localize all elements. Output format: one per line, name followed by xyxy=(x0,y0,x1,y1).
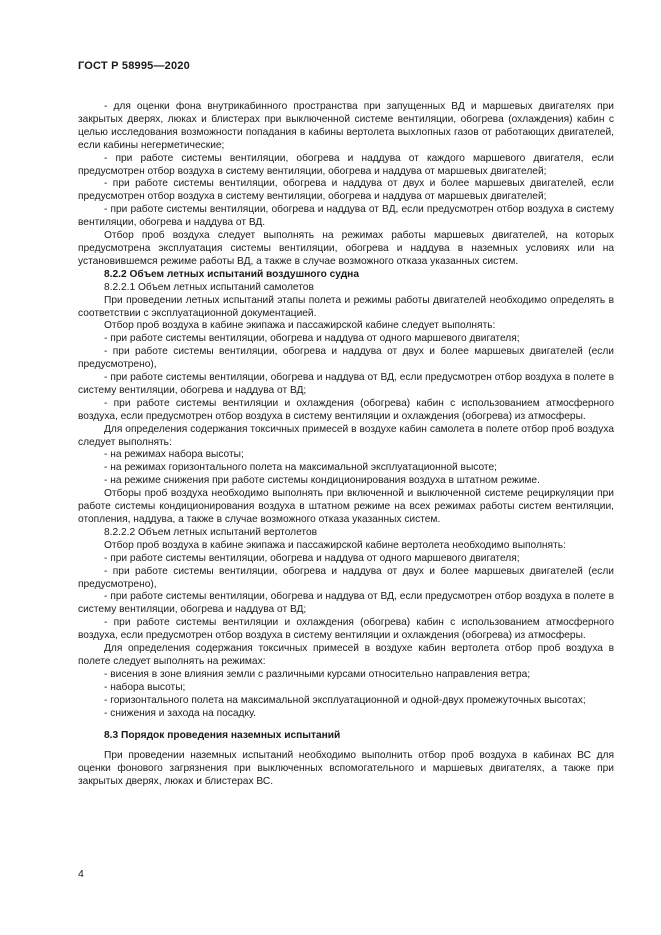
document-header: ГОСТ Р 58995—2020 xyxy=(78,60,190,72)
paragraph: Отборы проб воздуха необходимо выполнять при включенной и выключенной системе рециркуляции при работе системы кондиционирования воздуха в штатном режиме на всех режимах работы систем вентиляции, отопления, наддува, а также в случае возможного отказа указанных систем. xyxy=(78,488,614,525)
paragraph: - при работе системы вентиляции, обогрева и наддува от двух и более маршевых двигателей, если предусмотрен отбор воздуха в систему вентиляции, обогрева и наддува от маршевых двигателей; xyxy=(78,178,614,203)
page-number: 4 xyxy=(78,868,84,880)
paragraph: - на режиме снижения при работе системы кондиционирования воздуха в штатном режиме. xyxy=(104,475,540,487)
paragraph: - при работе системы вентиляции, обогрева и наддува от ВД, если предусмотрен отбор воздуха в полете в систему вентиляции, обогрева и наддува от ВД; xyxy=(78,372,614,396)
paragraph: - при работе системы вентиляции, обогрева и наддува от двух и более маршевых двигателей (если предусмотрено), xyxy=(78,565,614,590)
paragraph: - при работе системы вентиляции, обогрева и наддува от ВД, если предусмотрен отбор воздуха в полете в систему вентиляции, обогрева и наддува от ВД; xyxy=(78,591,614,616)
paragraph: Отбор проб воздуха в кабине экипажа и пассажирской кабине вертолета необходимо выполнять: xyxy=(104,539,566,551)
section-heading: 8.3 Порядок проведения наземных испытаний xyxy=(104,729,341,741)
paragraph: При проведении летных испытаний этапы полета и режимы работы двигателей необходимо определять в соответствии с эксплуатационной документацией. xyxy=(78,294,614,319)
paragraph: - при работе системы вентиляции, обогрева и наддува от двух и более маршевых двигателей (если предусмотрено), xyxy=(78,346,614,371)
paragraph: При проведении наземных испытаний необходимо выполнить отбор проб воздуха в кабинах ВС для оценки фонового загрязнения при выключенных вспомогательного и маршевых двигателях, а также при закрытых дверях, люках и блистерах ВС. xyxy=(78,750,614,788)
paragraph: - для оценки фона внутрикабинного пространства при запущенных ВД и маршевых двигателях при закрытых дверях, люках и блистерах при выключенной системе вентиляции, обогрева (охлаждения) кабин с целью исследования возможности попадания в кабины вертолета выхлопных газов от работающих двигателей, если кабины негерметические; xyxy=(78,101,614,151)
paragraph: - при работе системы вентиляции, обогрева и наддува от каждого маршевого двигателя, если предусмотрен отбор воздуха в систему вентиляции, обогрева и наддува от маршевых двигателей; xyxy=(78,152,614,177)
paragraph: - на режимах набора высоты; xyxy=(104,449,244,461)
document-body xyxy=(78,101,614,789)
paragraph: - висения в зоне влияния земли с различными курсами относительно направления ветра; xyxy=(104,668,531,680)
paragraph: - горизонтального полета на максимальной эксплуатационной и одной-двух промежуточных высотах; xyxy=(104,694,586,706)
paragraph: Для определения содержания токсичных примесей в воздухе кабин вертолета отбор проб воздуха в полете следует выполнять на режимах: xyxy=(78,643,614,667)
paragraph: - на режимах горизонтального полета на максимальной эксплуатационной высоте; xyxy=(104,462,497,474)
paragraph: Для определения содержания токсичных примесей в воздухе кабин самолета в полете отбор проб воздуха следует выполнять: xyxy=(78,423,614,448)
paragraph: - при работе системы вентиляции, обогрева и наддува от одного маршевого двигателя; xyxy=(104,333,520,345)
paragraph: 8.2.2.1 Объем летных испытаний самолетов xyxy=(104,281,314,293)
paragraph: Отбор проб воздуха следует выполнять на режимах работы маршевых двигателей, на которых предусмотрена эксплуатация системы вентиляции, обогрева и наддува в наземных условиях или на установившемся режиме работы ВД, а также в случае возможного отказа указанных систем. xyxy=(78,230,614,267)
paragraph: - при работе системы вентиляции, обогрева и наддува от одного маршевого двигателя; xyxy=(104,552,520,564)
paragraph: 8.2.2.2 Объем летных испытаний вертолетов xyxy=(104,526,318,538)
paragraph: - снижения и захода на посадку. xyxy=(104,707,256,719)
paragraph: - при работе системы вентиляции и охлаждения (обогрева) кабин с использованием атмосферного воздуха, если предусмотрен отбор воздуха в систему вентиляции и охлаждения (обогрева) из атмосферы. xyxy=(78,617,614,642)
paragraph: - набора высоты; xyxy=(104,681,186,693)
paragraph: - при работе системы вентиляции и охлаждения (обогрева) кабин с использованием атмосферного воздуха, если предусмотрен отбор воздуха в систему вентиляции и охлаждения (обогрева) из атмосферы. xyxy=(78,397,614,422)
section-heading: 8.2.2 Объем летных испытаний воздушного судна xyxy=(104,268,359,280)
paragraph: Отбор проб воздуха в кабине экипажа и пассажирской кабине следует выполнять: xyxy=(104,320,496,332)
paragraph: - при работе системы вентиляции, обогрева и наддува от ВД, если предусмотрен отбор воздуха в систему вентиляции, обогрева и наддува от ВД. xyxy=(78,204,614,229)
